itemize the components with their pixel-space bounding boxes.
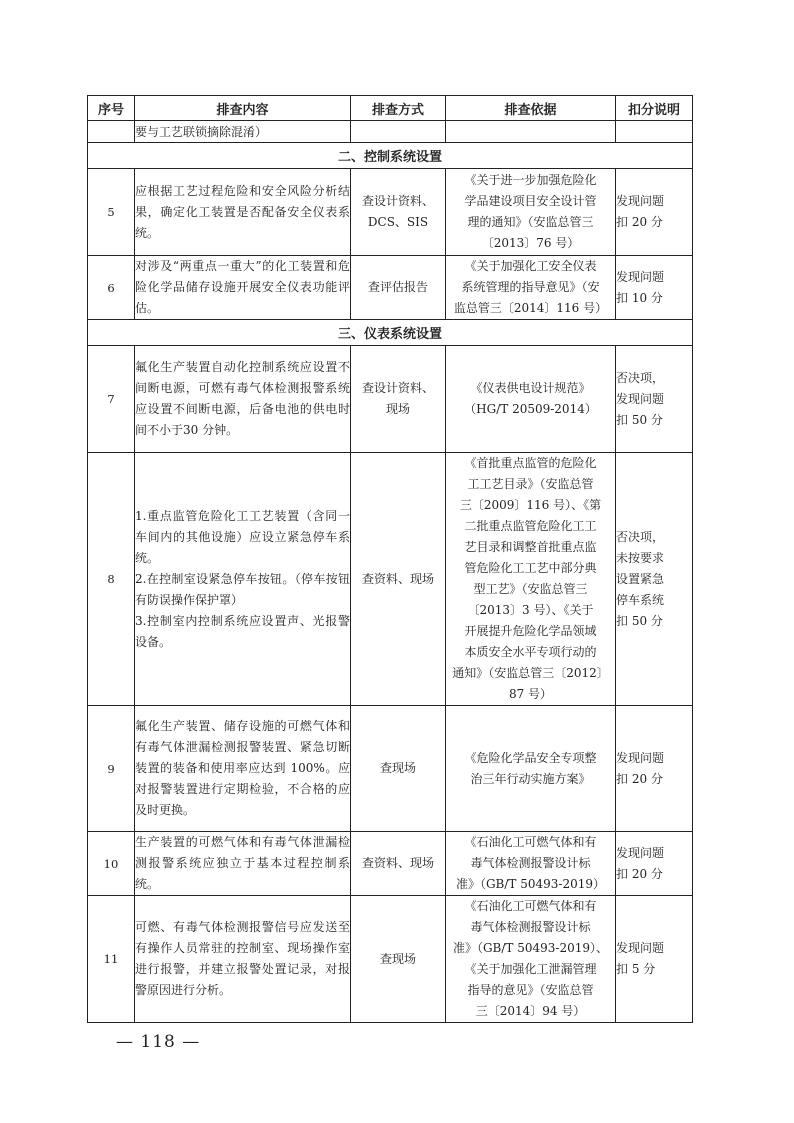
- deduct-line: 发现问题: [616, 194, 665, 208]
- row-content: 生产装置的可燃气体和有毒气体泄漏检测报警系统应独立于基本过程控制系统。: [135, 832, 351, 896]
- basis-line: 型工艺》（安监总管三: [473, 582, 588, 596]
- basis-line: 工工艺目录》（安监总管: [467, 477, 594, 491]
- header-basis: 排查依据: [446, 96, 616, 121]
- deduct-line: 扣 10 分: [616, 290, 663, 305]
- row-method: [351, 832, 446, 896]
- basis-line: 管危险化工工艺中部分典: [464, 561, 597, 575]
- method-line: 查资料、现场: [361, 856, 434, 870]
- basis-line: 《关于进一步加强危险化: [464, 173, 597, 187]
- section-title-instrument: 三、仪表系统设置: [88, 320, 693, 346]
- inspection-table: [87, 95, 693, 1023]
- row-content: 应根据工艺过程危险和安全风险分析结果，确定化工装置是否配备安全仪表系统。: [135, 169, 351, 256]
- table-row: [88, 346, 693, 453]
- deduct-line: 发现问题: [616, 750, 665, 765]
- row-basis: [446, 453, 616, 706]
- header-method: 排查方式: [351, 96, 446, 121]
- row-basis: [446, 256, 616, 320]
- row-deduction: [616, 169, 693, 256]
- table-row: [88, 832, 693, 896]
- deduct-line: 否决项，: [616, 370, 665, 385]
- continuation-basis: [446, 121, 616, 143]
- row-deduction: [616, 453, 693, 706]
- deduct-line: 扣 5 分: [616, 962, 656, 976]
- deduct-line: 否决项，: [616, 529, 665, 544]
- method-line: 查评估报告: [367, 280, 428, 294]
- basis-line: 系统管理的指导意见》（安: [461, 280, 600, 294]
- section-title-control: 二、控制系统设置: [88, 143, 693, 169]
- basis-line: 三〔2014〕94 号）: [475, 1004, 586, 1018]
- method-line: 现场: [385, 402, 410, 416]
- continuation-deduct: [616, 121, 693, 143]
- section-row-control: [88, 143, 693, 169]
- basis-line: 《关于加强化工安全仪表: [464, 259, 597, 273]
- basis-line: 《仪表供电设计规范》: [470, 381, 591, 395]
- basis-line: 《石油化工可燃气体和有: [464, 899, 597, 913]
- row-method: [351, 346, 446, 453]
- table-row: [88, 169, 693, 256]
- row-basis: [446, 169, 616, 256]
- basis-line: 《首批重点监管的危险化: [464, 456, 597, 470]
- row-number: 6: [88, 256, 135, 320]
- method-line: 查现场: [379, 951, 416, 966]
- method-line: 查资料、现场: [361, 571, 434, 586]
- basis-line: 〔2013〕76 号）: [481, 236, 580, 250]
- row-deduction: [616, 706, 693, 832]
- basis-line: 〔2013〕3 号）、《关于: [467, 603, 594, 617]
- basis-line: 《危险化学品安全专项整: [464, 750, 597, 765]
- row-method: [351, 453, 446, 706]
- deduct-line: 发现问题: [616, 269, 665, 284]
- row-basis: [446, 706, 616, 832]
- row-content: 对涉及“两重点一重大”的化工装置和危险化学品储存设施开展安全仪表功能评估。: [135, 256, 351, 320]
- table-row: [88, 706, 693, 832]
- method-line: DCS、SIS: [367, 215, 429, 229]
- row-deduction: [616, 832, 693, 896]
- section-row-instrument: [88, 320, 693, 346]
- continuation-row: [88, 121, 693, 143]
- continuation-seq: [88, 121, 135, 143]
- basis-line: 治三年行动实施方案》: [470, 771, 591, 786]
- row-content: 氟化生产装置自动化控制系统应设置不间断电源，可燃有毒气体检测报警系统应设置不间断电源，后备电池的供电时间不小于30 分钟。: [135, 346, 351, 453]
- row-number: 11: [88, 896, 135, 1023]
- basis-line: （HG/T 20509-2014）: [464, 402, 597, 416]
- deduct-line: 停车系统: [616, 592, 665, 607]
- basis-line: 开展提升危险化学品领域: [464, 624, 597, 638]
- deduct-line: 扣 50 分: [616, 412, 663, 427]
- basis-line: 通知》（安监总管三〔2012〕: [452, 666, 609, 680]
- basis-line: 87 号）: [508, 687, 553, 701]
- deduct-line: 扣 50 分: [616, 613, 663, 628]
- row-content: 可燃、有毒气体检测报警信号应发送至有操作人员常驻的控制室、现场操作室进行报警，并建立报警处置记录，对报警原因进行分析。: [135, 896, 351, 1023]
- header-content: 排查内容: [135, 96, 351, 121]
- basis-line: 毒气体检测报警设计标: [470, 856, 591, 870]
- table-row: [88, 256, 693, 320]
- row-method: [351, 706, 446, 832]
- row-content: 1.重点监管危险化工工艺装置（含同一车间内的其他设施）应设立紧急停车系统。 2.在控制室设紧急停车按钮。（停车按钮有防误操作保护罩） 3.控制室内控制系统应设置声、光报警设备。: [135, 453, 351, 706]
- row-number: 9: [88, 706, 135, 832]
- header-seq: 序号: [88, 96, 135, 121]
- basis-line: 监总管三〔2014〕116 号）: [453, 301, 608, 315]
- method-line: 查设计资料、: [361, 381, 434, 395]
- method-line: 查设计资料、: [361, 194, 434, 208]
- basis-line: 毒气体检测报警设计标: [470, 920, 591, 934]
- row-number: 8: [88, 453, 135, 706]
- row-basis: [446, 832, 616, 896]
- deduct-line: 未按要求: [616, 550, 665, 565]
- basis-line: 准》（GB/T 50493-2019）、: [452, 941, 609, 955]
- page-number: — 118 —: [116, 1032, 201, 1052]
- basis-line: 《关于加强化工泄漏管理: [464, 962, 597, 976]
- basis-line: 二批重点监管危险化工工: [464, 519, 597, 533]
- deduct-line: 扣 20 分: [616, 771, 663, 786]
- row-number: 7: [88, 346, 135, 453]
- deduct-line: 发现问题: [616, 845, 665, 860]
- row-basis: [446, 346, 616, 453]
- row-deduction: [616, 256, 693, 320]
- header-deduct: 扣分说明: [616, 96, 693, 121]
- deduct-line: 发现问题: [616, 391, 665, 406]
- continuation-method: [351, 121, 446, 143]
- row-basis: [446, 896, 616, 1023]
- basis-line: 指导的意见》（安监总管: [467, 983, 594, 997]
- header-row: [88, 96, 693, 121]
- deduct-line: 扣 20 分: [616, 215, 663, 229]
- row-deduction: [616, 346, 693, 453]
- deduct-line: 扣 20 分: [616, 866, 663, 881]
- row-method: [351, 896, 446, 1023]
- basis-line: 三〔2009〕116 号）、《第: [459, 498, 602, 512]
- table-row: [88, 453, 693, 706]
- basis-line: 理的通知》（安监总管三: [467, 215, 594, 229]
- basis-line: 本质安全水平专项行动的: [464, 645, 597, 659]
- basis-line: 《石油化工可燃气体和有: [464, 835, 597, 849]
- row-deduction: [616, 896, 693, 1023]
- row-content: 氟化生产装置、储存设施的可燃气体和有毒气体泄漏检测报警装置、紧急切断装置的装备和使用率应达到 100%。应对报警装置进行定期检验，不合格的应及时更换。: [135, 706, 351, 832]
- deduct-line: 发现问题: [616, 941, 665, 955]
- deduct-line: 设置紧急: [616, 571, 665, 586]
- continuation-content: 要与工艺联锁摘除混淆）: [135, 121, 351, 143]
- row-method: [351, 169, 446, 256]
- row-method: [351, 256, 446, 320]
- basis-line: 艺目录和调整首批重点监: [464, 540, 597, 554]
- table-row: [88, 896, 693, 1023]
- method-line: 查现场: [379, 761, 416, 775]
- row-number: 10: [88, 832, 135, 896]
- row-number: 5: [88, 169, 135, 256]
- basis-line: 学品建设项目安全设计管: [464, 194, 597, 208]
- basis-line: 准》（GB/T 50493-2019）: [455, 877, 606, 891]
